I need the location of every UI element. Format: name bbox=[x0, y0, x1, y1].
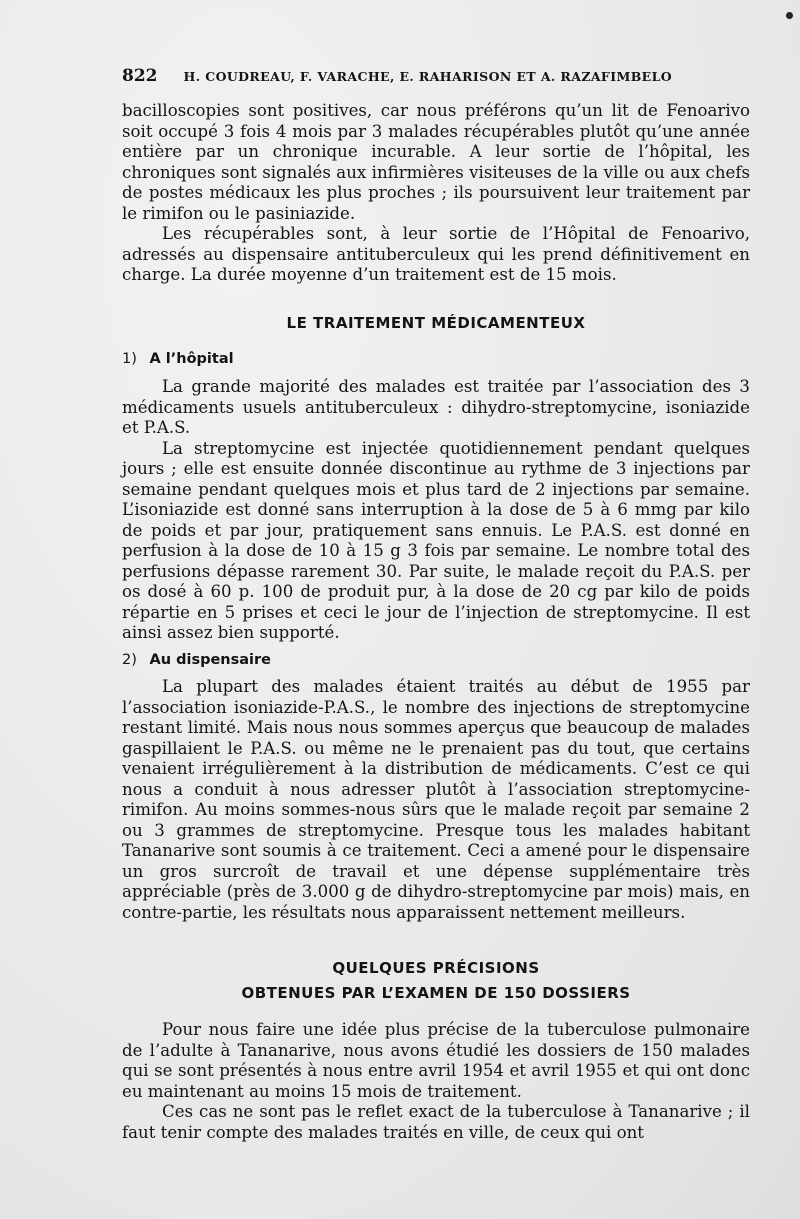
hopital-paragraph-2: La streptomycine est injectée quotidiennement pendant quelques jours ; elle est ensuite donnée discontinue au rythme de 3 injections par semaine pendant quelques mois et plus tard de 2 injections par semaine. L’isoniazide est donné sans interruption à la dose de 5 à 6 mmg par kilo de poids et par jour, pratiquement sans ennuis. Le P.A.S. est donné en perfusion à la dose de 10 à 15 g 3 fois par semaine. Le nombre total des perfusions dépasse rarement 30. Par suite, le malade reçoit du P.A.S. per os dosé à 60 p. 100 de produit pur, à la dose de 20 cg par kilo de poids répartie en 5 prises et ceci le jour de l’injection de streptomycine. Il est ainsi assez bien supporté. bbox=[122, 438, 750, 642]
intro-text bbox=[122, 101, 750, 286]
subheading-dispensaire bbox=[122, 650, 271, 670]
precisions-text bbox=[122, 1020, 750, 1143]
section-title-precisions-line2: OBTENUES PAR L’EXAMEN DE 150 DOSSIERS bbox=[241, 984, 631, 1002]
intro-paragraph-1: bacilloscopies sont positives, car nous préférons qu’un lit de Fenoarivo soit occupé 3 fois 4 mois par 3 malades récupérables plutôt qu’une année entière par un chronique incurable. A leur sortie de l’hôpital, les chroniques sont signalés aux infirmières visiteuses de la ville ou aux chefs de postes médicaux les plus proches ; ils poursuivent leur traitement par le rimifon ou le pasiniazide. bbox=[122, 101, 750, 223]
section-title-traitement: LE TRAITEMENT MÉDICAMENTEUX bbox=[286, 314, 586, 332]
subheading-number: 2) bbox=[122, 652, 137, 668]
subheading-label: A l’hôpital bbox=[149, 351, 234, 367]
hopital-paragraph-1: La grande majorité des malades est traitée par l’association des 3 médicaments usuels antituberculeux : dihydro-streptomycine, isoniazide et P.A.S. bbox=[122, 377, 750, 437]
running-header bbox=[122, 66, 752, 88]
dispensaire-paragraph-1: La plupart des malades étaient traités au début de 1955 par l’association isoniazide-P.A.S., le nombre des injections de streptomycine restant limité. Mais nous nous sommes aperçus que beaucoup de malades gaspillaient le P.A.S. ou même ne le prenaient pas du tout, que certains venaient irrégulièrement à la distribution de médicaments. C’est ce qui nous a conduit à nous adresser plutôt à l’association streptomycine-rimifon. Au moins sommes-nous sûrs que le malade reçoit par semaine 2 ou 3 grammes de streptomycine. Presque tous les malades habitant Tananarive sont soumis à ce traitement. Ceci a amené pour le dispensaire un gros surcroît de travail et une dépense supplémentaire très appréciable (près de 3.000 g de dihydro-streptomycine par mois) mais, en contre-partie, les résultats nous apparaissent nettement meilleurs. bbox=[122, 677, 750, 922]
page-number: 822 bbox=[122, 66, 158, 86]
hopital-text bbox=[122, 377, 750, 644]
intro-paragraph-2: Les récupérables sont, à leur sortie de l’Hôpital de Fenoarivo, adressés au dispensaire antituberculeux qui les prend définitivement en charge. La durée moyenne d’un traitement est de 15 mois. bbox=[122, 224, 750, 284]
scan-speck bbox=[786, 12, 793, 19]
subheading-number: 1) bbox=[122, 351, 137, 367]
subheading-label: Au dispensaire bbox=[149, 652, 271, 668]
subheading-hopital bbox=[122, 349, 234, 369]
section-title-precisions-line1: QUELQUES PRÉCISIONS bbox=[332, 959, 540, 977]
header-authors: H. COUDREAU, F. VARACHE, E. RAHARISON ET A. RAZAFIMBELO bbox=[183, 69, 673, 84]
dispensaire-text bbox=[122, 677, 750, 923]
precisions-paragraph-1: Pour nous faire une idée plus précise de la tuberculose pulmonaire de l’adulte à Tananarive, nous avons étudié les dossiers de 150 malades qui se sont présentés à nous entre avril 1954 et avril 1955 et qui ont donc eu maintenant au moins 15 mois de traitement. bbox=[122, 1020, 750, 1101]
precisions-paragraph-2: Ces cas ne sont pas le reflet exact de la tuberculose à Tananarive ; il faut tenir compte des malades traités en ville, de ceux qui ont bbox=[122, 1102, 750, 1142]
